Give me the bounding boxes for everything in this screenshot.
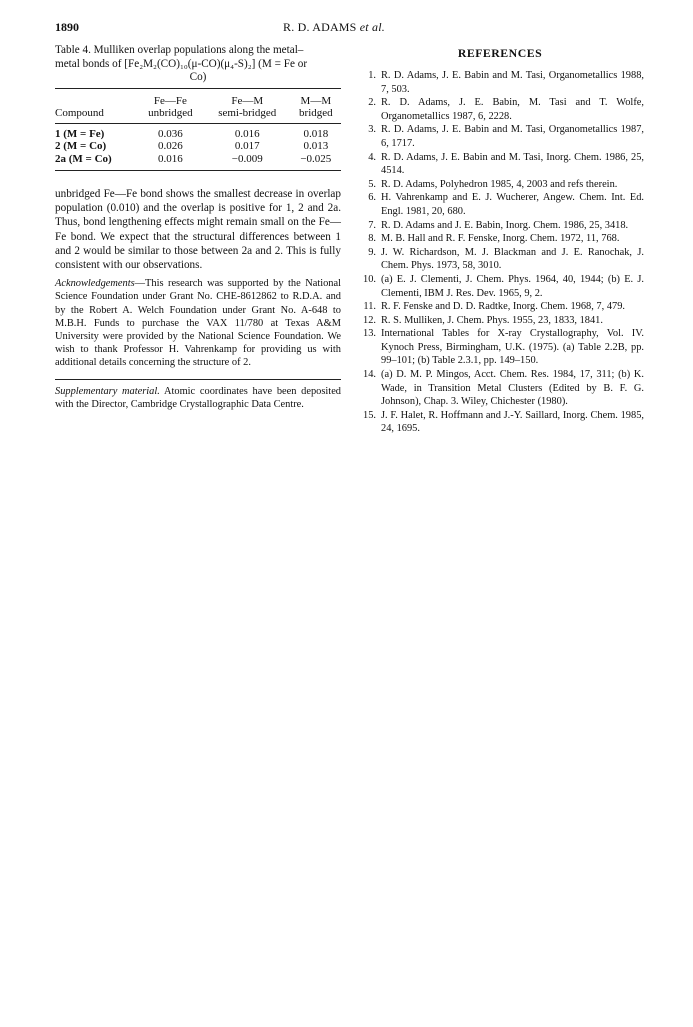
reference-number: 1. bbox=[368, 70, 376, 81]
supplementary-material bbox=[55, 379, 341, 411]
header-mm-bottom: bridged bbox=[299, 106, 333, 119]
table-caption-line-2: metal bonds of [Fe₂M₂(CO)₁₀(μ-CO)(μ₄-S)₂] (M = Fe or bbox=[55, 57, 308, 70]
reference-item bbox=[356, 96, 644, 123]
supplementary-text: Atomic coordinates have been deposited with the Director, Cambridge Crystallographic Data Centre. bbox=[55, 385, 341, 410]
acknowledgements bbox=[55, 277, 341, 369]
value-cell: 0.016 bbox=[234, 127, 260, 140]
reference-text: International Tables for X-ray Crystallography, Vol. IV. Kynoch Press, Birmingham, U.K. (1975). (a) Table 2.2B, pp. 99–101; (b) Table 2.3.1, pp. 149–150. bbox=[381, 328, 644, 367]
reference-text: (a) E. J. Clementi, J. Chem. Phys. 1964, 40, 1944; (b) E. J. Clementi, IBM J. Res. Dev. 1965, 9, 2. bbox=[381, 273, 644, 299]
value-cell: 0.036 bbox=[158, 127, 183, 140]
references-list bbox=[356, 69, 644, 436]
value-cell: 0.013 bbox=[303, 140, 329, 152]
compound-cell: 1 (M = Fe) bbox=[55, 127, 105, 140]
reference-number: 3. bbox=[368, 124, 376, 136]
table-row bbox=[55, 128, 341, 141]
reference-number: 11. bbox=[363, 301, 376, 313]
reference-text: R. F. Fenske and D. D. Radtke, Inorg. Chem. 1968, 7, 479. bbox=[381, 301, 626, 313]
reference-text: R. D. Adams and J. E. Babin, Inorg. Chem. 1986, 25, 3418. bbox=[381, 219, 629, 231]
reference-text: R. D. Adams, J. E. Babin, M. Tasi and T. Wolfe, Organometallics 1987, 6, 2228. bbox=[381, 97, 644, 122]
right-column bbox=[356, 46, 644, 436]
table-caption-line-3: Co) bbox=[189, 71, 207, 83]
value-cell: 0.017 bbox=[234, 140, 260, 152]
reference-text: R. D. Adams, J. E. Babin and M. Tasi, Organometallics 1988, 7, 503. bbox=[381, 70, 644, 95]
table-caption-line-1: Table 4. Mulliken overlap populations along the metal– bbox=[55, 44, 304, 56]
table-row bbox=[55, 153, 341, 166]
value-cell: 0.026 bbox=[158, 140, 183, 152]
compound-cell: 2a (M = Co) bbox=[55, 152, 112, 165]
reference-number: 15. bbox=[363, 409, 376, 421]
value-cell: 0.016 bbox=[158, 152, 183, 165]
reference-item bbox=[356, 327, 644, 368]
header-fefe-top: Fe—Fe bbox=[153, 94, 187, 107]
table-top-rule bbox=[55, 88, 341, 89]
reference-item bbox=[356, 314, 644, 328]
header-fefe-bottom: unbridged bbox=[148, 106, 193, 119]
running-head-authors: R. D. ADAMS bbox=[283, 20, 357, 34]
compound-cell: 2 (M = Co) bbox=[55, 140, 107, 152]
reference-item bbox=[356, 246, 644, 273]
acknowledgements-lead: Acknowledgements bbox=[55, 278, 135, 290]
running-head-etal: et al. bbox=[359, 20, 385, 34]
table-caption bbox=[55, 44, 341, 85]
acknowledgements-text: —This research was supported by the National Science Foundation under Grant No. CHE-8612862 to R.D.A. and by the Robert A. Welch Foundation under Grant No. A-648 to M.B.H. Funds to purchase the VAX 11/780 at Texas A&M University were provided by the National Science Foundation. We wish to thank Professor H. Vahrenkamp for providing us with additional details concerning the structure of 2. bbox=[55, 278, 341, 369]
reference-text: R. D. Adams, Polyhedron 1985, 4, 2003 and refs therein. bbox=[381, 178, 618, 190]
reference-item bbox=[356, 219, 644, 233]
table-row bbox=[55, 140, 341, 153]
header-fem-bottom: semi-bridged bbox=[218, 106, 277, 119]
header-mm-top: M—M bbox=[300, 94, 332, 107]
header-compound: Compound bbox=[55, 106, 104, 119]
reference-text: R. S. Mulliken, J. Chem. Phys. 1955, 23, 1833, 1841. bbox=[381, 314, 603, 326]
reference-text: J. F. Halet, R. Hoffmann and J.-Y. Saillard, Inorg. Chem. 1985, 24, 1695. bbox=[381, 409, 644, 435]
reference-item bbox=[356, 300, 644, 314]
reference-item bbox=[356, 409, 644, 436]
reference-number: 6. bbox=[368, 192, 376, 204]
overlap-table bbox=[55, 91, 341, 172]
header-fem-top: Fe—M bbox=[231, 94, 264, 107]
reference-item bbox=[356, 191, 644, 218]
body-paragraph: unbridged Fe—Fe bond shows the smallest decrease in overlap population (0.010) and the overlap is positive for 1, 2 and 2a. Thus, bond lengthening effects might remain small on the Fe—Fe bond. We expect that the structural differences between 1 and 2 would be similar to those between 2a and 2. This is fully consistent with our observations. bbox=[55, 188, 341, 272]
left-column bbox=[55, 44, 341, 411]
reference-text: (a) D. M. P. Mingos, Acct. Chem. Res. 1984, 17, 311; (b) K. Wade, in Transition Metal Clusters (Edited by B. F. G. Johnson), Chap. 3. Wiley, Chichester (1980). bbox=[381, 369, 644, 408]
reference-number: 14. bbox=[363, 369, 376, 381]
reference-number: 10. bbox=[363, 273, 376, 285]
reference-text: R. D. Adams, J. E. Babin and M. Tasi, Organometallics 1987, 6, 1717. bbox=[381, 124, 644, 149]
reference-number: 13. bbox=[363, 328, 376, 340]
reference-number: 5. bbox=[368, 178, 376, 190]
reference-item bbox=[356, 123, 644, 150]
value-cell: −0.025 bbox=[300, 152, 332, 165]
reference-text: H. Vahrenkamp and E. J. Wucherer, Angew. Chem. Int. Ed. Engl. 1981, 20, 680. bbox=[381, 192, 644, 217]
reference-item bbox=[356, 273, 644, 300]
value-cell: 0.018 bbox=[303, 127, 329, 140]
reference-number: 2. bbox=[368, 97, 376, 109]
reference-number: 4. bbox=[368, 151, 376, 163]
reference-text: R. D. Adams, J. E. Babin and M. Tasi, Inorg. Chem. 1986, 25, 4514. bbox=[381, 151, 644, 177]
reference-text: M. B. Hall and R. F. Fenske, Inorg. Chem. 1972, 11, 768. bbox=[381, 233, 620, 245]
reference-number: 7. bbox=[368, 219, 376, 231]
references-title: REFERENCES bbox=[457, 46, 543, 60]
running-head bbox=[283, 20, 385, 35]
reference-item bbox=[356, 178, 644, 192]
value-cell: −0.009 bbox=[231, 152, 263, 165]
reference-text: J. W. Richardson, M. J. Blackman and J. E. Ranochak, J. Chem. Phys. 1973, 58, 3010. bbox=[381, 246, 644, 272]
reference-number: 12. bbox=[363, 314, 376, 326]
reference-item bbox=[356, 151, 644, 178]
reference-item bbox=[356, 368, 644, 409]
reference-number: 8. bbox=[368, 233, 376, 245]
supplementary-lead: Supplementary material. bbox=[55, 385, 160, 397]
reference-item bbox=[356, 69, 644, 96]
reference-item bbox=[356, 232, 644, 246]
reference-number: 9. bbox=[368, 246, 376, 258]
page-number: 1890 bbox=[55, 20, 79, 34]
